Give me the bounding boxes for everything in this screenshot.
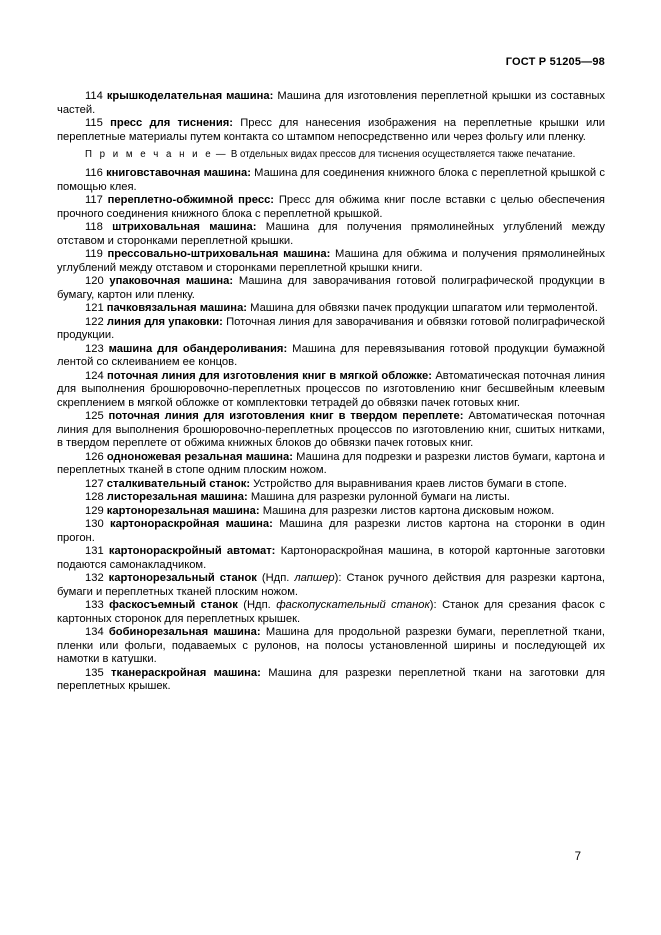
term-name: листорезальная машина:: [106, 491, 248, 503]
term-name: прессовально-штриховальная машина:: [107, 248, 331, 260]
document-code: ГОСТ Р 51205—98: [505, 56, 605, 68]
term-name: бобинорезальная машина:: [108, 626, 261, 638]
term-name: переплетно-обжимной пресс:: [107, 194, 275, 206]
term-entry-133: 133 фаскосъемный станок (Ндп. фаскопускательный станок): Станок для срезания фасок с картонных сторонок для переплетных крышек.: [57, 599, 605, 625]
term-name: картонорезальный станок: [108, 572, 257, 584]
term-name: картонораскройный автомат:: [108, 545, 276, 557]
term-name: пачковязальная машина:: [106, 302, 248, 314]
term-entry-115: 115 пресс для тиснения: Пресс для нанесения изображения на переплетные крышки или переплетные материалы путем контакта со штампом непосредственно или через фольгу или пленку.: [57, 117, 605, 143]
page-number: 7: [574, 851, 581, 863]
term-entry-135: 135 тканераскройная машина: Машина для разрезки переплетной ткани на заготовки для переплетных крышек.: [57, 666, 606, 692]
term-name: линия для упаковки:: [106, 315, 223, 328]
definitions-list: [57, 90, 605, 694]
note-label: П р и м е ч а н и е: [85, 149, 214, 160]
term-name: фаскосъемный станок: [109, 599, 238, 611]
term-entry-120: 120 упаковочная машина: Машина для заворачивания готовой полиграфической продукции в бумагу, картон или пленку.: [57, 275, 605, 301]
deprecated-term: лапшер: [294, 572, 335, 584]
term-name: поточная линия для изготовления книг в мягкой обложке:: [106, 369, 432, 382]
term-entry-127: 127 сталкивательный станок: Устройство для выравнивания краев листов бумаги в стопе.: [85, 477, 567, 490]
term-entry-121: 121 пачковязальная машина: Машина для обвязки пачек продукции шпагатом или термолентой.: [85, 302, 598, 314]
term-name: крышкоделательная машина:: [106, 90, 274, 102]
term-entry-128: 128 листорезальная машина: Машина для разрезки рулонной бумаги на листы.: [85, 491, 510, 503]
term-entry-117: 117 переплетно-обжимной пресс: Пресс для обжима книг после вставки с целью обеспечения прочного соединения книжного блока с переплетной крышкой.: [57, 194, 605, 220]
term-entry-134: 134 бобинорезальная машина: Машина для продольной разрезки бумаги, переплетной ткани, пленки или фольги, подаваемых с рулонов, на полосы установленной ширины и последующей их намотки в катушки.: [57, 626, 606, 665]
term-name: книговставочная машина:: [106, 167, 251, 179]
term-name: машина для обандероливания:: [108, 342, 288, 355]
term-entry-123: 123 машина для обандероливания: Машина для перевязывания готовой продукции бумажной лентой со склеиванием ее концов.: [57, 342, 605, 368]
term-name: одноножевая резальная машина:: [106, 450, 293, 463]
term-entry-131: 131 картонораскройный автомат: Картонораскройная машина, в которой картонные заготовки подаются самонакладчиком.: [57, 545, 606, 571]
term-name: тканераскройная машина:: [111, 666, 261, 679]
term-name: поточная линия для изготовления книг в твердом переплете:: [108, 410, 464, 422]
term-entry-114: 114 крышкоделательная машина: Машина для изготовления переплетной крышки из составных частей.: [57, 90, 605, 116]
term-entry-125: 125 поточная линия для изготовления книг в твердом переплете: Автоматическая поточная линия для выполнения брошюровочно-переплетных процессов по изготовлению книг, сшитых нитками, в твердом переплете от обжима книжных блоков до обвязки пачек готовых книг.: [57, 410, 606, 449]
term-name: пресс для тиснения:: [110, 117, 233, 129]
term-entry-116: 116 книговставочная машина: Машина для соединения книжного блока с переплетной крышкой с помощью клея.: [57, 167, 605, 193]
term-name: сталкивательный станок:: [106, 477, 251, 490]
deprecated-term: фаскопускательный станок: [276, 599, 430, 611]
term-name: штриховальная машина:: [112, 221, 257, 233]
term-name: упаковочная машина:: [109, 275, 234, 287]
term-entry-118: 118 штриховальная машина: Машина для получения прямолинейных углублений между отставом и сторонками переплетной крышки.: [57, 221, 605, 247]
term-entry-126: 126 одноножевая резальная машина: Машина для подрезки и разрезки листов бумаги, картона и переплетных тканей в стопе одним плоским ножом.: [57, 450, 605, 476]
term-entry-132: 132 картонорезальный станок (Ндп. лапшер): Станок ручного действия для разрезки картона, бумаги и переплетных тканей плоским ножом.: [57, 572, 605, 598]
term-name: картонораскройная машина:: [110, 518, 273, 530]
term-entry-119: 119 прессовально-штриховальная машина: Машина для обжима и получения прямолинейных углублений между отставом и сторонками переплетной крышки книги.: [57, 248, 605, 274]
term-entry-122: 122 линия для упаковки: Поточная линия для заворачивания и обвязки готовой полиграфической продукции.: [57, 315, 605, 341]
term-entry-124: 124 поточная линия для изготовления книг в мягкой обложке: Автоматическая поточная линия для выполнения брошюровочно-переплетных процессов по изготовлению книг бесшвейным клеевым скреплением в мягкой обложке от комплектовки тетрадей до обвязки пачек готовых книг.: [57, 369, 605, 409]
term-entry-130: 130 картонораскройная машина: Машина для разрезки листов картона на сторонки в один прогон.: [57, 518, 606, 544]
term-entry-129: 129 картонорезальная машина: Машина для разрезки листов картона дисковым ножом.: [85, 504, 555, 517]
term-name: картонорезальная машина:: [106, 504, 260, 517]
note-paragraph: П р и м е ч а н и е — В отдельных видах прессов для тиснения осуществляется также печатание.: [85, 149, 576, 160]
